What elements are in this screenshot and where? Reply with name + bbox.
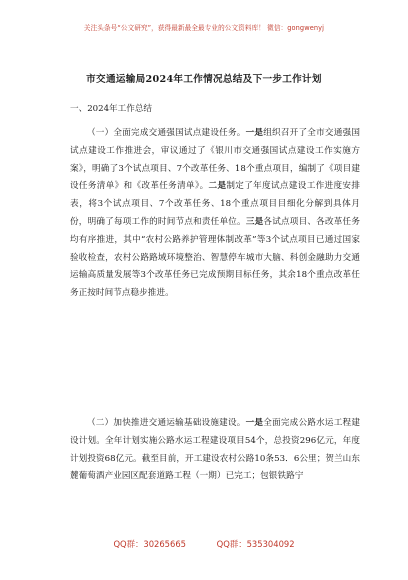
footer-qq-group-2: QQ群：535304092 bbox=[216, 539, 295, 549]
point-text: 全面完成公路水运工程建设计划。全年计划实施公路水运工程建设项目54个，总投资296亿元，年度计划投资68亿元。截至目前，开工建设农村公路10条53．6公里；贺兰山东麓葡萄酒产业园区配套道路工程（一期）已完工；包银铁路宁 bbox=[70, 418, 360, 482]
header-banner: 关注头条号“公文研究”，获得最新最全最专业的公文资料库！ 微信：gongwenyj bbox=[83, 24, 325, 32]
paragraph-lead: （二）加快推进交通运输基础设施建设。 bbox=[87, 418, 246, 428]
paragraph-infrastructure-pilot bbox=[70, 125, 360, 303]
point-label: 三是 bbox=[245, 216, 264, 227]
point-text: 各试点项目、各改革任务均有序推进，其中“农村公路养护管理体制改革”等3个试点项目已通过国家验收检查，农村公路路域环境整治、智慧停车城市大脑、科创金融助力交通运输高质量发展等3个改革任务已完成预期目标任务，其余18个重点改革任务正按时间节点稳步推进。 bbox=[70, 216, 360, 299]
document-title: 市交通运输局2024年工作情况总结及下一步工作计划 bbox=[86, 74, 322, 85]
paragraph-infrastructure-construction bbox=[70, 415, 360, 486]
footer-contact bbox=[0, 538, 408, 550]
point-text: 制定了年度试点建设工作进度安排表，将3个试点项目、7个改革任务、18个重点项目目细化分解到具体月份，明确了每项工作的时间节点和责任单位。 bbox=[70, 181, 360, 227]
point-label: 二是 bbox=[208, 181, 227, 192]
section-heading: 一、2024年工作总结 bbox=[70, 104, 153, 114]
paragraph-lead: （一）全面完成交通强国试点建设任务。 bbox=[87, 128, 246, 138]
footer-qq-group-1: QQ群：30265665 bbox=[113, 539, 186, 549]
point-label: 一是 bbox=[245, 418, 264, 428]
point-text: 组织召开了全市交通强国试点建设工作推进会，审议通过了《银川市交通强国试点建设工作实施方案》，明确了3个试点项目、7个改革任务、18个重点项目，编制了《项目建设任务清单》和《改革任务清单》。 bbox=[70, 128, 360, 192]
point-label: 一是 bbox=[245, 128, 264, 138]
